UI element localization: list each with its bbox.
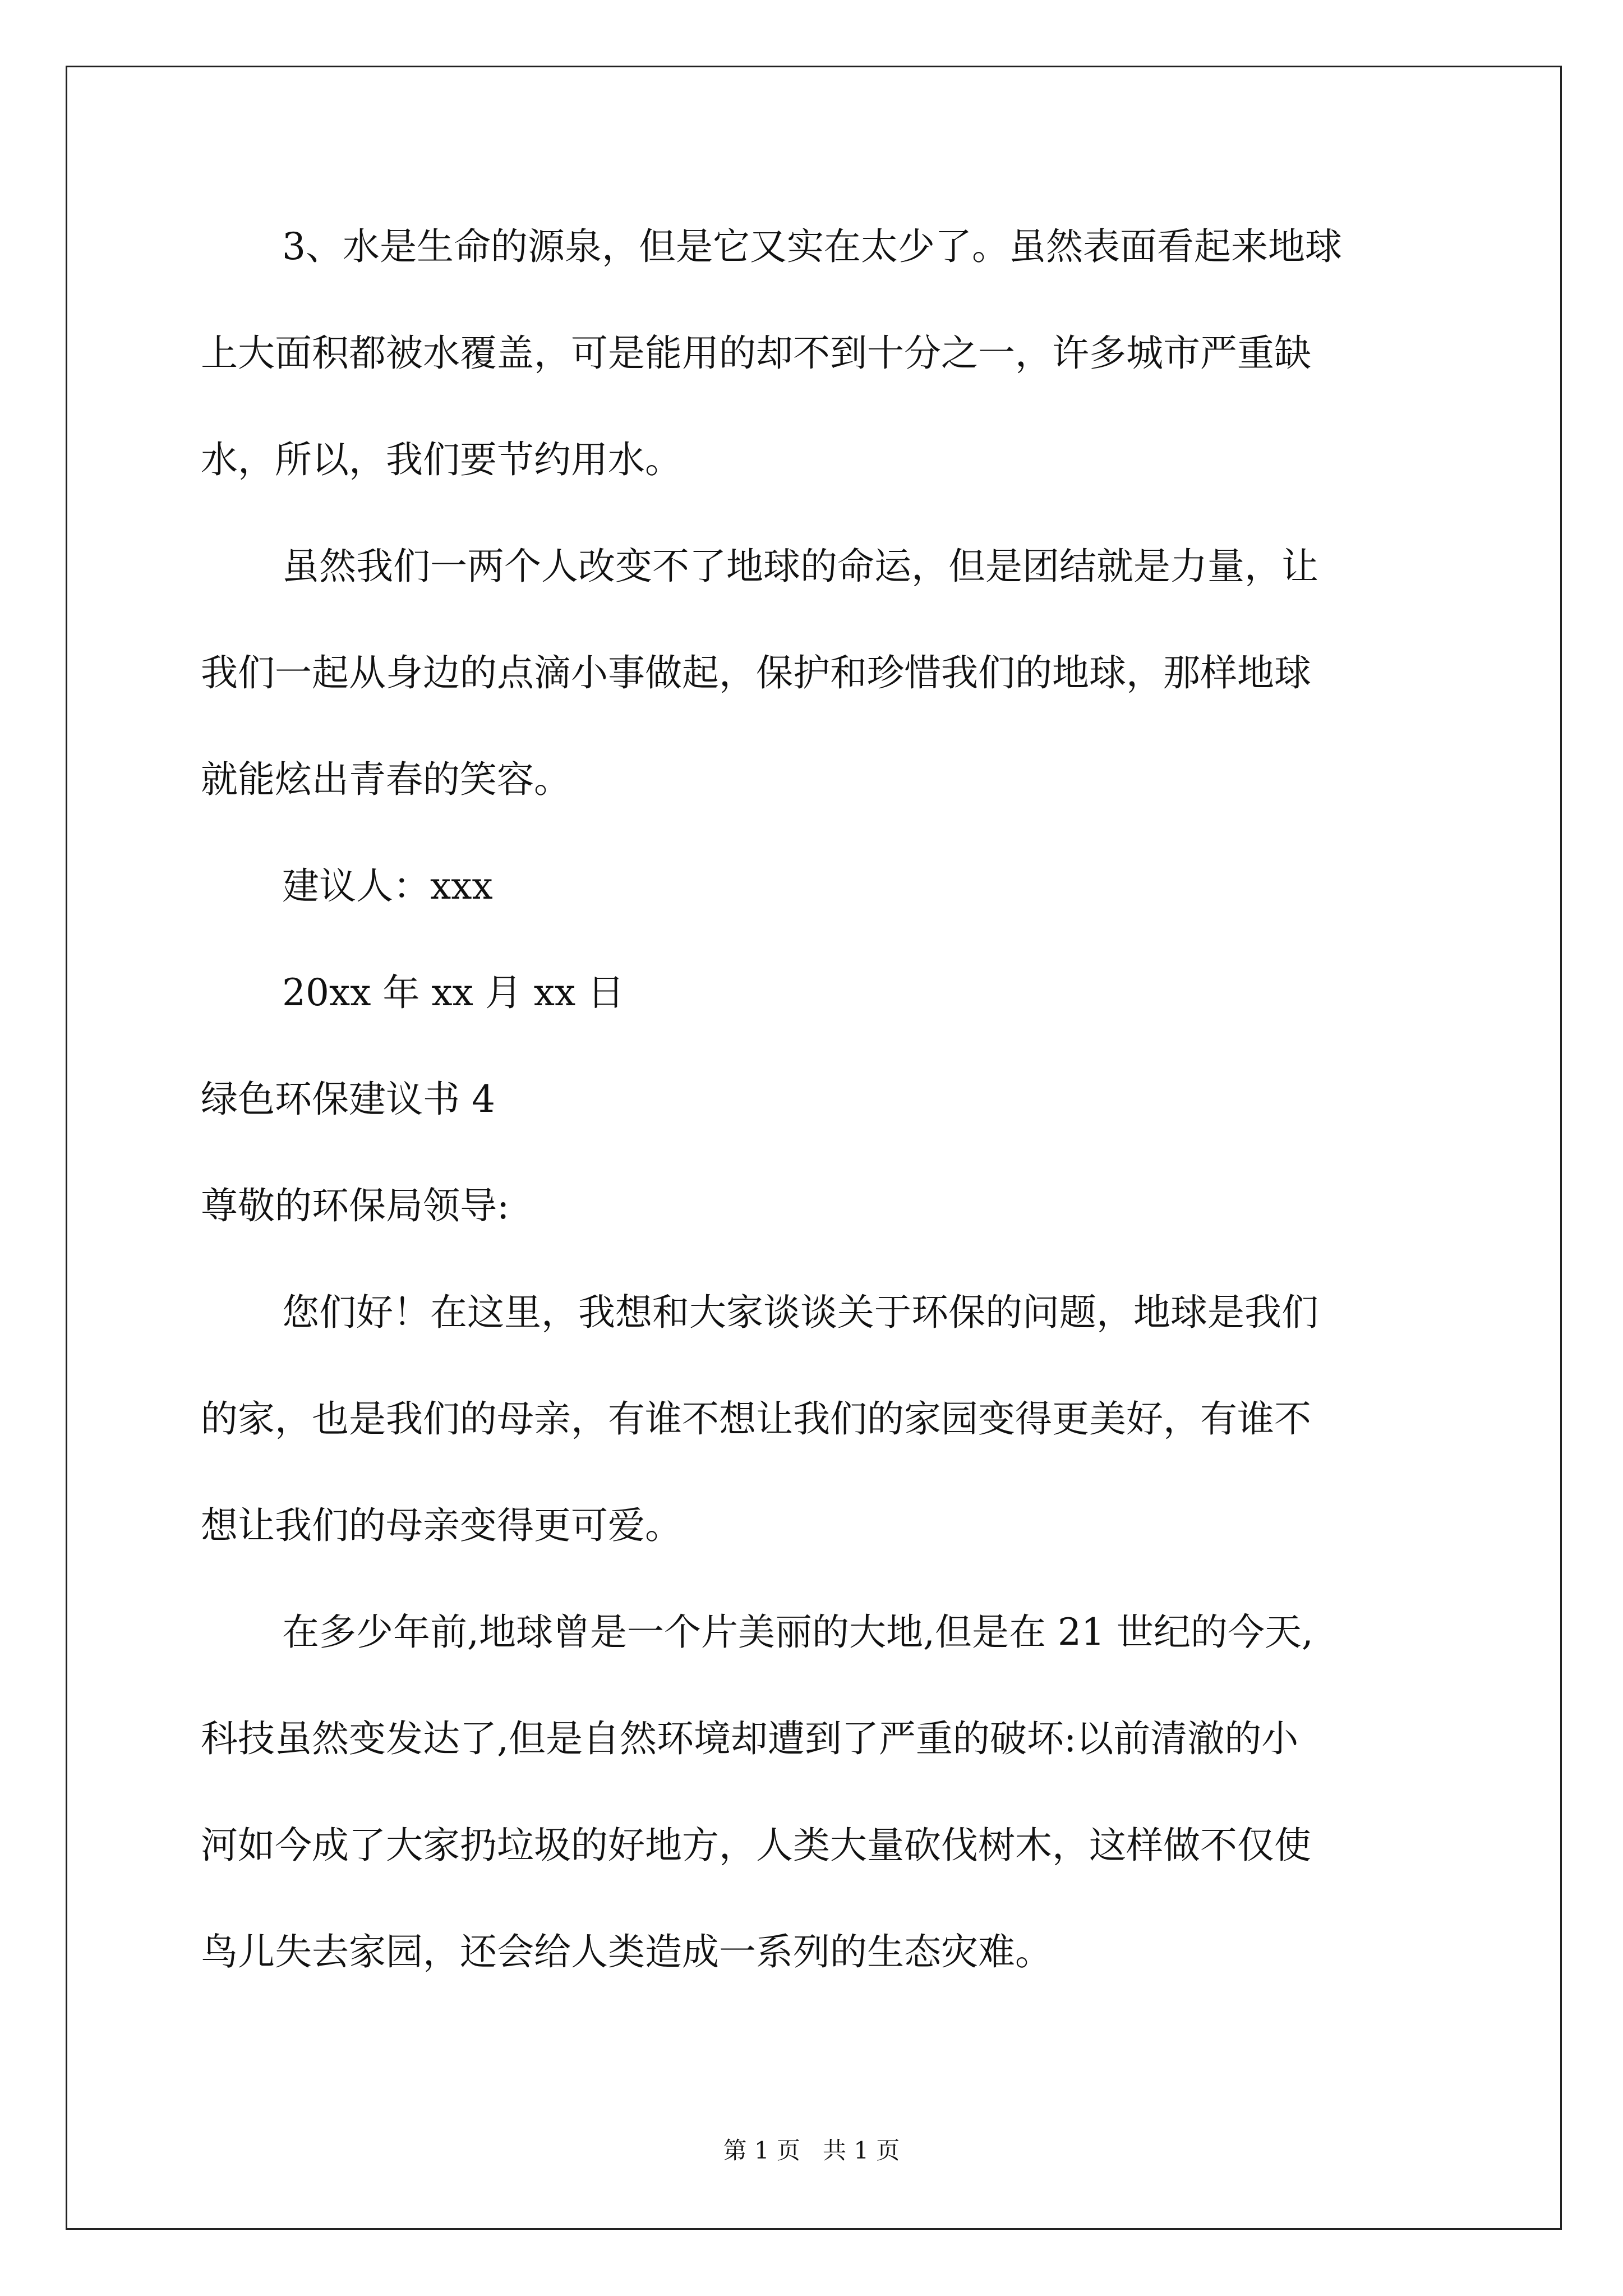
- proposer-signature: 建议人：xxx: [282, 864, 493, 908]
- page-footer: [0, 2134, 1623, 2168]
- paragraph-3-line-3: 想让我们的母亲变得更可爱。: [201, 1504, 682, 1547]
- paragraph-2-line-3: 就能炫出青春的笑容。: [201, 758, 571, 801]
- paragraph-2-line-2: 我们一起从身边的点滴小事做起，保护和珍惜我们的地球，那样地球: [201, 651, 1311, 694]
- paragraph-1-line-1: 3、水是生命的源泉，但是它又实在太少了。虽然表面看起来地球: [282, 225, 1342, 268]
- document-date: 20xx 年 xx 月 xx 日: [282, 971, 625, 1014]
- paragraph-2-line-1: 虽然我们一两个人改变不了地球的命运，但是团结就是力量，让: [282, 545, 1318, 588]
- page-total: 共 1 页: [823, 2137, 900, 2164]
- paragraph-4-line-1: 在多少年前,地球曾是一个片美丽的大地,但是在 21 世纪的今天,: [282, 1611, 1313, 1654]
- section-heading: 绿色环保建议书 4: [201, 1078, 495, 1121]
- paragraph-3-line-1: 您们好！在这里，我想和大家谈谈关于环保的问题，地球是我们: [282, 1291, 1318, 1334]
- page-border: [66, 66, 1562, 2230]
- paragraph-3-line-2: 的家，也是我们的母亲，有谁不想让我们的家园变得更美好，有谁不: [201, 1397, 1311, 1441]
- paragraph-1-line-3: 水，所以，我们要节约用水。: [201, 438, 682, 481]
- paragraph-4-line-3: 河如今成了大家扔垃圾的好地方，人类大量砍伐树木，这样做不仅使: [201, 1824, 1311, 1867]
- paragraph-1-line-2: 上大面积都被水覆盖，可是能用的却不到十分之一，许多城市严重缺: [201, 332, 1311, 375]
- paragraph-4-line-2: 科技虽然变发达了,但是自然环境却遭到了严重的破坏:以前清澈的小: [201, 1717, 1299, 1760]
- salutation: 尊敬的环保局领导:: [201, 1184, 510, 1227]
- page-number: 第 1 页: [723, 2137, 800, 2164]
- paragraph-4-line-4: 鸟儿失去家园，还会给人类造成一系列的生态灾难。: [201, 1930, 1052, 1973]
